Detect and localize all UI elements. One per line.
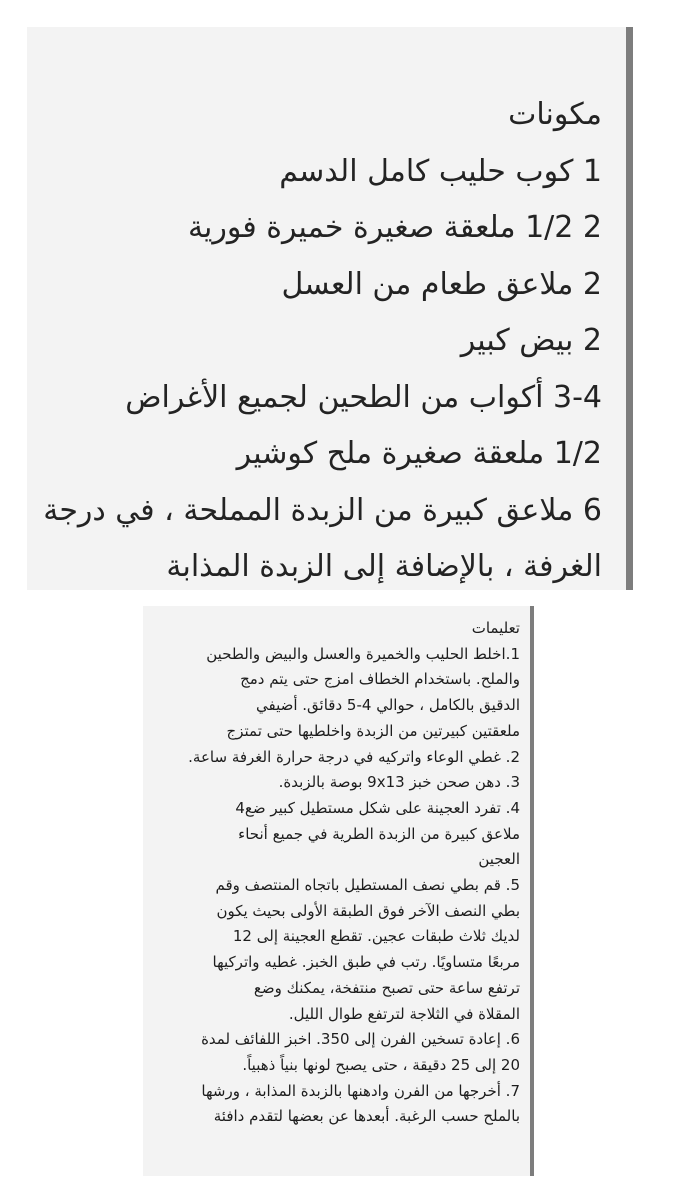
ingredient-line: 1 كوب حليب كامل الدسم	[279, 153, 602, 189]
instructions-panel	[143, 606, 534, 1176]
ingredient-line: 3-4 أكواب من الطحين لجميع الأغراض	[125, 379, 602, 415]
instruction-line: لديك ثلاث طبقات عجين. تقطع العجينة إلى 12	[232, 927, 520, 946]
instruction-line: بطي النصف الآخر فوق الطبقة الأولى بحيث يكون	[216, 901, 520, 920]
instructions-heading: تعليمات	[471, 619, 520, 637]
instruction-line: 20 إلى 25 دقيقة ، حتى يصبح لونها بنياً ذهبياً.	[242, 1055, 520, 1074]
instruction-line: 5. قم بطي نصف المستطيل باتجاه المنتصف وقم	[215, 876, 520, 895]
instruction-line: 6. إعادة تسخين الفرن إلى 350. اخبز اللفائف لمدة	[201, 1030, 520, 1049]
instruction-line: 3. دهن صحن خبز 9x13 بوصة بالزبدة.	[278, 773, 520, 792]
ingredient-line: 2 بيض كبير	[460, 323, 602, 358]
ingredients-text	[27, 87, 602, 590]
ingredient-line: الغرفة ، بالإضافة إلى الزبدة المذابة	[166, 549, 602, 584]
instruction-line: ملاعق كبيرة من الزبدة الطرية في جميع أنحاء	[238, 824, 520, 843]
ingredient-line: 1/2 ملعقة صغيرة ملح كوشير	[236, 436, 602, 471]
instruction-line: بالملح حسب الرغبة. أبعدها عن بعضها لتقدم دافئة	[213, 1107, 520, 1126]
instruction-line: والملح. باستخدام الخطاف امزج حتى يتم دمج	[240, 670, 520, 689]
instruction-line: المقلاة في الثلاجة لترتفع طوال الليل.	[288, 1004, 520, 1023]
instruction-line: 1.اخلط الحليب والخميرة والعسل والبيض والطحين	[206, 644, 520, 663]
instruction-line: الدقيق بالكامل ، حوالي 4-5 دقائق. أضيفي	[255, 696, 520, 715]
ingredients-panel	[27, 27, 633, 590]
ingredient-line: 2 1/2 ملعقة صغيرة خميرة فورية	[187, 210, 602, 245]
instruction-line: ملعقتين كبيرتين من الزبدة واخلطيها حتى تمتزج	[226, 721, 520, 740]
ingredient-line: 2 ملاعق طعام من العسل	[281, 266, 602, 302]
panel-divider	[530, 606, 534, 1176]
instruction-line: ترتفع ساعة حتى تصبح منتفخة، يمكنك وضع	[253, 978, 520, 997]
instruction-line: 2. غطي الوعاء واتركيه في درجة حرارة الغرفة ساعة.	[188, 747, 520, 766]
instruction-line: 4. تفرد العجينة على شكل مستطيل كبير ضع4	[235, 798, 520, 817]
instruction-line: مربعًا متساويًا. رتب في طبق الخبز. غطيه واتركيها	[212, 953, 520, 972]
ingredient-line: 6 ملاعق كبيرة من الزبدة المملحة ، في درجة	[43, 492, 602, 528]
ingredients-heading: مكونات	[508, 97, 602, 132]
instructions-text	[153, 616, 520, 1130]
instruction-line: 7. أخرجها من الفرن وادهنها بالزبدة المذابة ، ورشها	[201, 1081, 520, 1100]
instruction-line: العجين	[478, 850, 520, 869]
panel-divider	[626, 27, 633, 590]
